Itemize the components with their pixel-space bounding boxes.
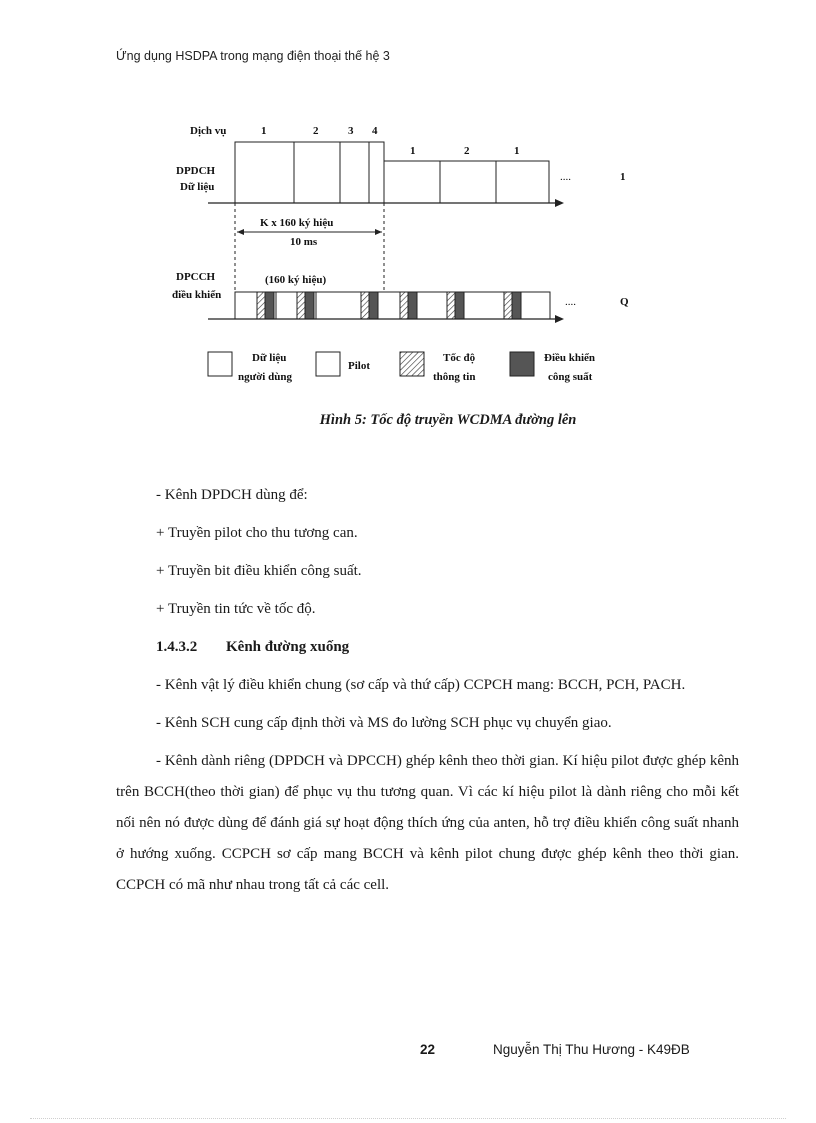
page-header: Ứng dụng HSDPA trong mạng điện thoại thế hệ 3 [116,49,390,63]
section-heading [116,632,739,663]
section-title: Kênh đường xuống [226,639,350,655]
footer-author: Nguyễn Thị Thu Hương - K49ĐB [493,1042,690,1057]
service-num: 4 [372,125,378,137]
slot-label: (160 ký hiệu) [265,274,327,286]
legend-label: Điều khiển [544,352,596,364]
paragraph: + Truyền tin tức về tốc độ. [156,601,316,617]
frame-label: K x 160 ký hiệu [260,217,334,229]
legend-label: Dữ liệu [252,352,287,364]
paragraph: - Kênh SCH cung cấp định thời và MS đo lường SCH phục vụ chuyển giao. [156,715,612,731]
paragraph: - Kênh DPDCH dùng để: [156,487,308,503]
legend-swatch-pilot [316,352,340,376]
paragraph: - Kênh vật lý điều khiển chung (sơ cấp và thứ cấp) CCPCH mang: BCCH, PCH, PACH. [156,677,686,693]
page-number: 22 [420,1042,436,1057]
legend-label: Pilot [348,360,370,372]
wcdma-uplink-diagram [160,118,660,393]
legend-swatch-user-data [208,352,232,376]
service-num: 1 [514,145,520,157]
dpcch-right-label: Q [620,296,629,308]
paragraph: - Kênh dành riêng (DPDCH và DPCCH) ghép kênh theo thời gian. Kí hiệu pilot được ghép kênh trên BCCH(theo thời gian) để phục vụ thu tương quan. Vì các kí hiệu pilot là dành riêng cho mỗi kết nối nên nó được dùng để đánh giá sự hoạt động thích ứng của anten, hỗ trợ điều khiển công suất nhanh ở hướng xuống. CCPCH sơ cấp mang BCCH và kênh pilot chung được ghép kênh theo thời gian. CCPCH có mã như nhau trong tất cả các cell. [116,753,739,893]
service-num: 2 [313,125,319,137]
service-num: 3 [348,125,354,137]
service-num: 2 [464,145,470,157]
dpdch-sub: Dữ liệu [180,181,215,193]
legend-label: công suất [548,371,593,383]
service-num: 1 [261,125,267,137]
dpcch-ellipsis: .... [565,296,576,308]
dpcch-sub: điều khiển [172,289,222,301]
legend-label: người dùng [238,371,292,383]
legend-label: thông tin [433,371,476,383]
service-label: Dịch vụ [190,125,227,137]
body-text [116,480,739,901]
figure-caption: Hình 5: Tốc độ truyền WCDMA đường lên [319,412,577,428]
paragraph: + Truyền pilot cho thu tương can. [156,525,358,541]
frame-time: 10 ms [290,236,318,248]
page-border [30,1118,786,1119]
section-number: 1.4.3.2 [156,639,198,655]
dpdch-label: DPDCH [176,165,216,177]
dpdch-ellipsis: .... [560,171,571,183]
legend-label: Tốc độ [443,352,476,364]
paragraph: + Truyền bit điều khiển công suất. [156,563,362,579]
legend-swatch-rate-info [400,352,424,376]
legend-swatch-power-control [510,352,534,376]
service-num: 1 [410,145,416,157]
dpcch-label: DPCCH [176,271,216,283]
dpdch-right-label: 1 [620,171,626,183]
